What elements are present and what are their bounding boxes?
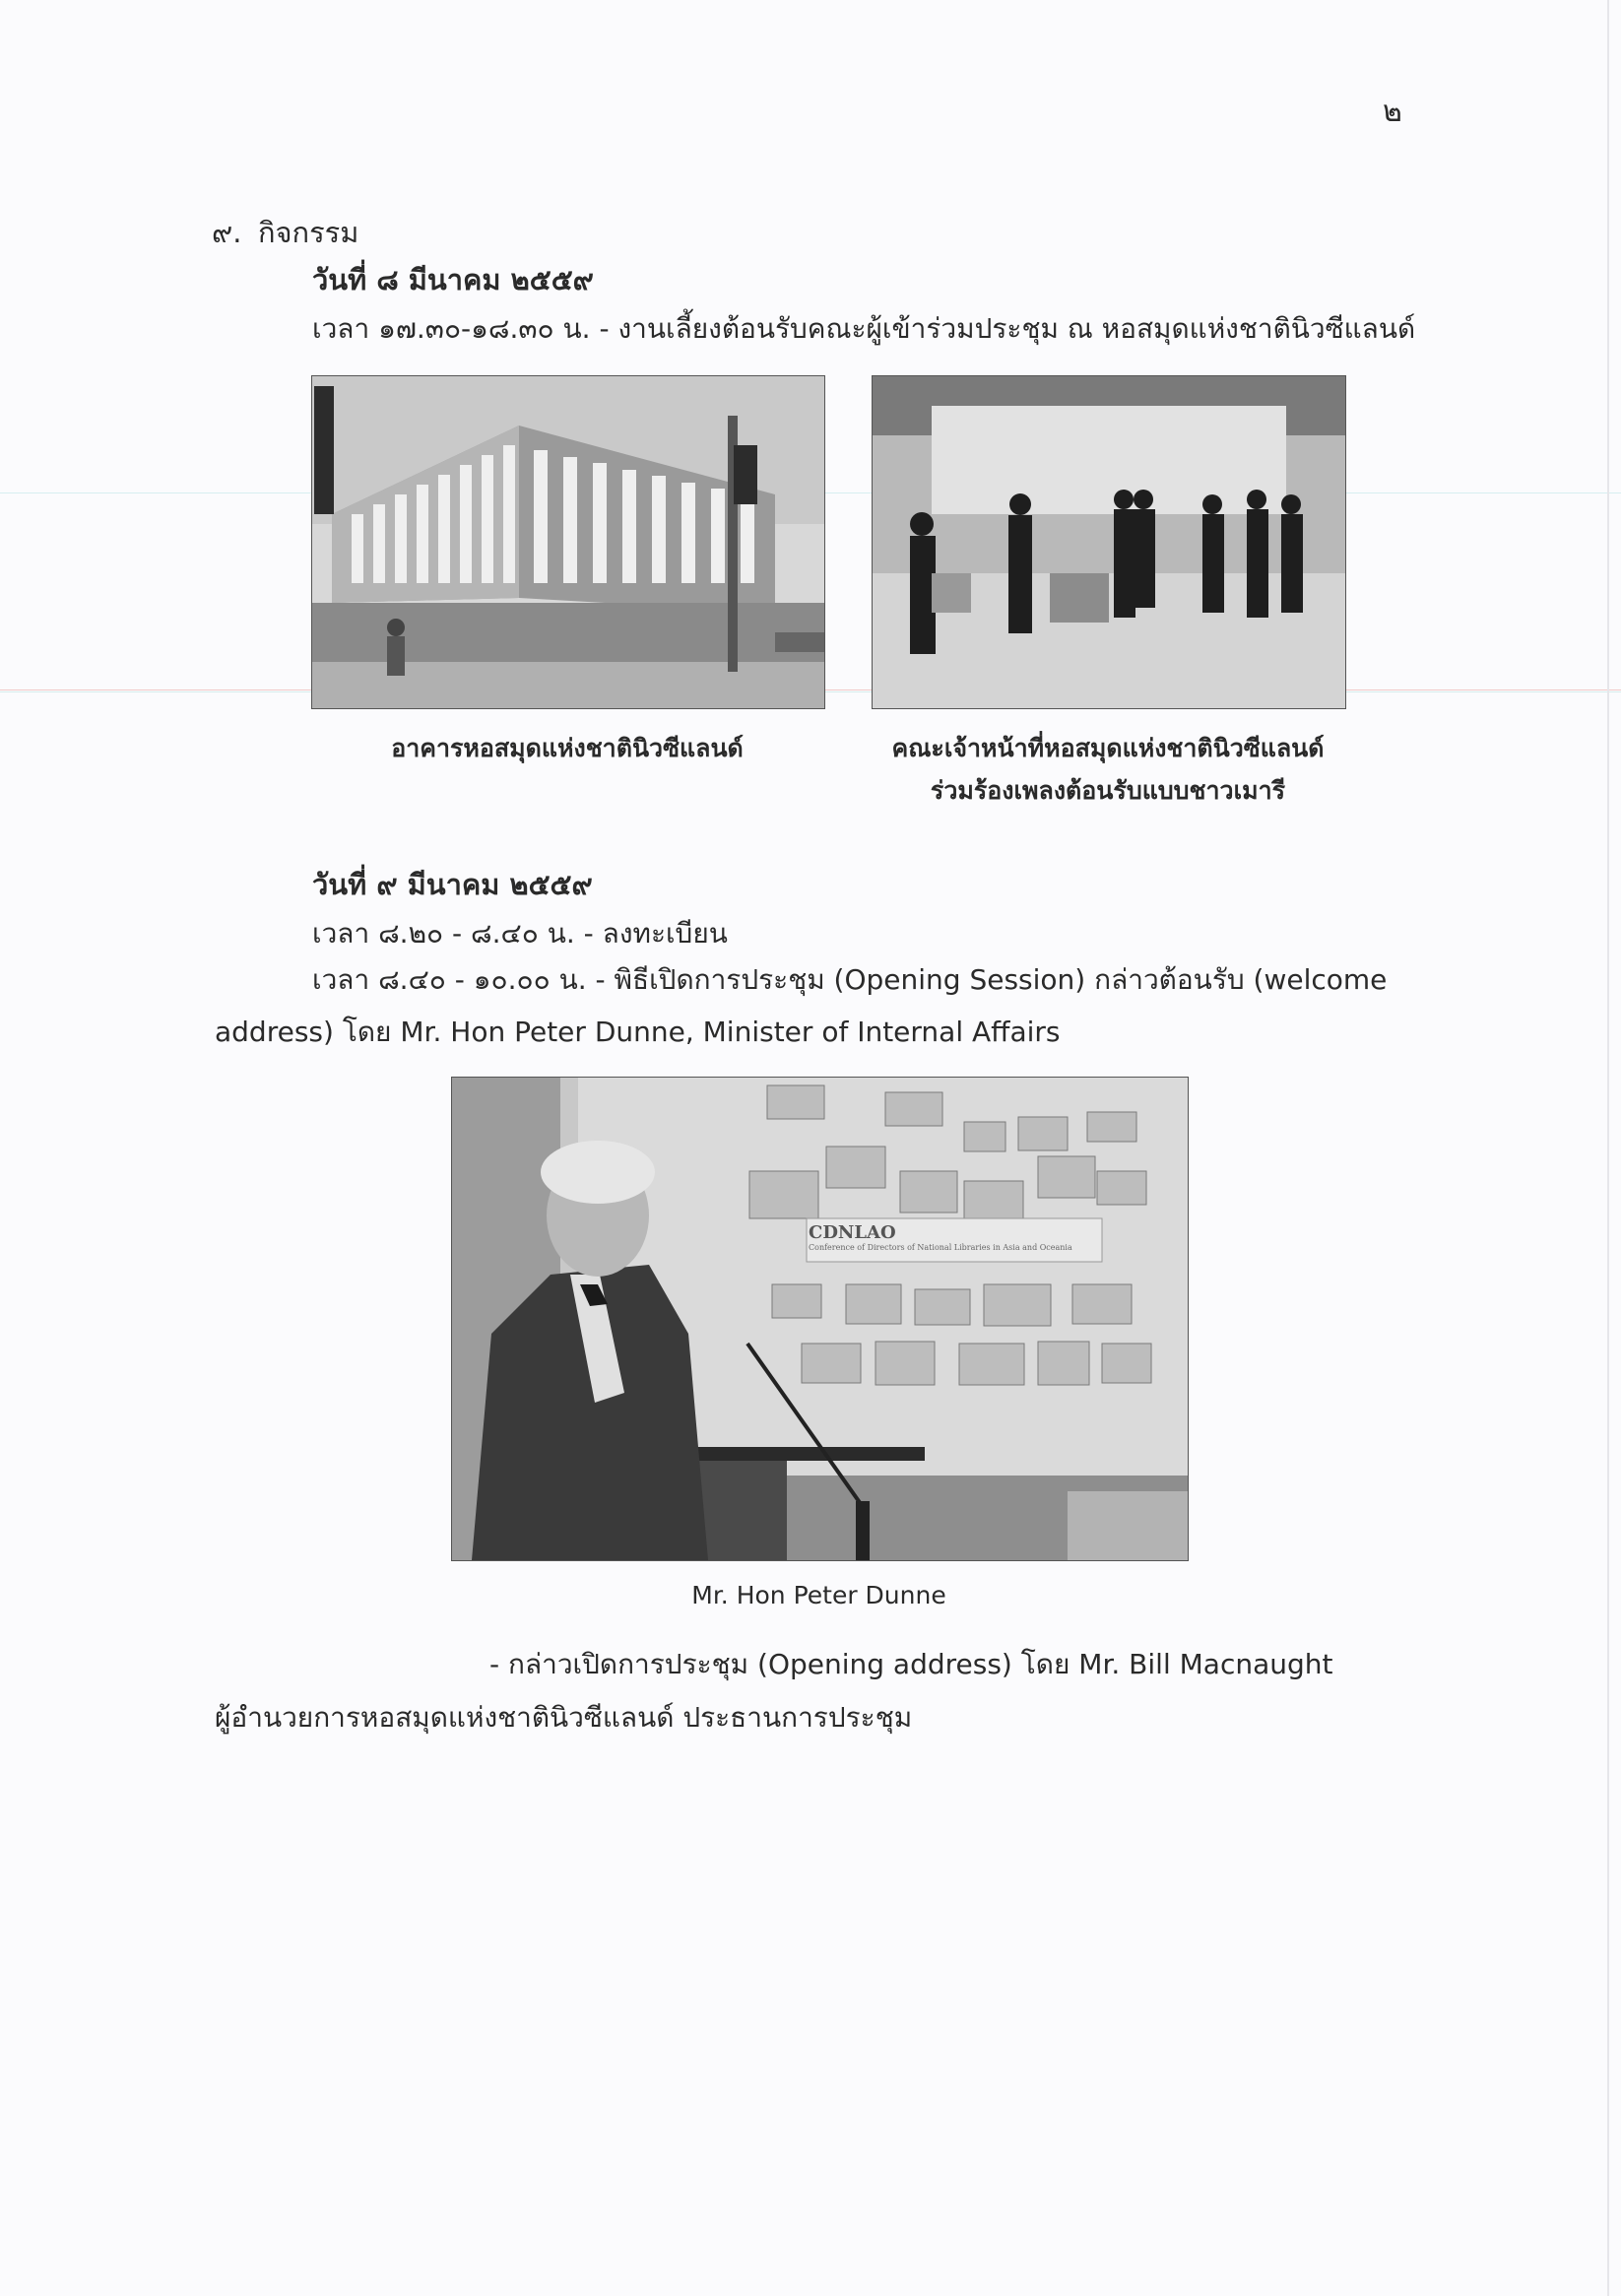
staff-singing-caption-line2: ร่วมร้องเพลงต้อนรับแบบชาวเมารี — [930, 776, 1286, 805]
speaker-photo — [451, 1077, 1189, 1561]
cdnlao-banner-subtitle: Conference of Directors of National Libraries in Asia and Oceania — [809, 1243, 1072, 1252]
section-number: ๙. — [212, 216, 242, 249]
library-building-photo — [311, 375, 825, 709]
day2-registration: เวลา ๘.๒๐ - ๘.๔๐ น. - ลงทะเบียน — [312, 917, 728, 950]
page-edge — [1607, 0, 1609, 2296]
page-number: ๒ — [1383, 95, 1402, 129]
day2-opening-address-line1: - กล่าวเปิดการประชุม (Opening address) โดย Mr. Bill Macnaught — [489, 1648, 1333, 1680]
day2-date: วันที่ ๙ มีนาคม ๒๕๕๙ — [312, 868, 593, 901]
day2-opening-session-line2: address) โดย Mr. Hon Peter Dunne, Minister of Internal Affairs — [215, 1016, 1061, 1048]
cdnlao-banner-title: CDNLAO — [809, 1222, 896, 1243]
day1-date: วันที่ ๘ มีนาคม ๒๕๕๙ — [312, 263, 594, 296]
section-title: กิจกรรม — [258, 216, 359, 249]
day1-schedule: เวลา ๑๗.๓๐-๑๘.๓๐ น. - งานเลี้ยงต้อนรับคณะผู้เข้าร่วมประชุม ณ หอสมุดแห่งชาตินิวซีแลนด์ — [312, 312, 1416, 345]
library-building-caption: อาคารหอสมุดแห่งชาตินิวซีแลนด์ — [391, 734, 744, 762]
staff-singing-photo — [872, 375, 1346, 709]
staff-singing-caption-line1: คณะเจ้าหน้าที่หอสมุดแห่งชาตินิวซีแลนด์ — [891, 734, 1325, 762]
speaker-photo-caption: Mr. Hon Peter Dunne — [691, 1581, 946, 1609]
day2-opening-session-line1: เวลา ๘.๔๐ - ๑๐.๐๐ น. - พิธีเปิดการประชุม (Opening Session) กล่าวต้อนรับ (welcome — [312, 963, 1388, 996]
day2-opening-address-line2: ผู้อำนวยการหอสมุดแห่งชาตินิวซีแลนด์ ประธานการประชุม — [215, 1701, 913, 1734]
